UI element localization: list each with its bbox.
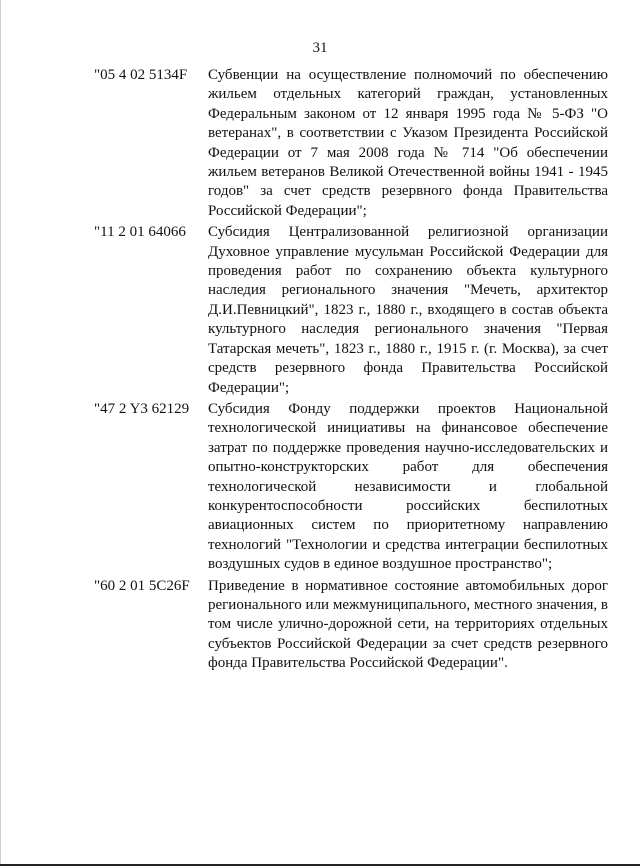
budget-code: "60 2 01 5С26F — [94, 577, 190, 594]
budget-entry — [94, 400, 608, 575]
budget-code: "47 2 Y3 62129 — [94, 400, 190, 417]
budget-code: "05 4 02 5134F — [94, 67, 188, 83]
budget-code: "11 2 01 64066 — [94, 224, 186, 241]
budget-entry — [94, 66, 608, 221]
budget-description: Субвенции на осуществление полномочий по обеспечению жильем отдельных категорий граждан, установленных Федеральным законом от 12 января 1995 года № 5-ФЗ "О ветеранах", в соответствии с Указом Президента Российской Федерации от 7 мая 2008 года № 714 "Об обеспечении жильем ветеранов Великой Отечественной войны 1941 - 1945 годов" за счет средств резервного фонда Правительства Российской Федерации"; — [208, 67, 608, 219]
budget-entries-list — [94, 66, 608, 676]
budget-description: Субсидия Централизованной религиозной организации Духовное управление мусульман Российской Федерации для проведения работ по сохранению объекта культурного наследия регионального значения "Мечеть, архитектор Д.И.Певницкий", 1823 г., 1880 г., входящего в состав объекта культурного наследия регионального значения "Первая Татарская мечеть", 1823 г., 1880 г., 1915 г. (г. Москва), за счет средств резервного фонда Правительства Российской Федерации"; — [208, 224, 608, 396]
budget-entry — [94, 577, 608, 674]
budget-entry — [94, 223, 608, 398]
budget-description: Субсидия Фонду поддержки проектов Национальной технологической инициативы на финансовое обеспечение затрат по поддержке проведения научно-исследовательских и опытно-конструкторских работ для обеспечения технологической независимости и глобальной конкурентоспособности российских беспилотных авиационных систем по приоритетному направлению технологий "Технологии и средства интеграции беспилотных воздушных судов в единое воздушное пространство"; — [208, 400, 608, 573]
page-number: 31 — [312, 40, 328, 56]
scan-edge-left — [0, 0, 1, 866]
budget-description: Приведение в нормативное состояние автомобильных дорог регионального или межмуниципального, местного значения, в том числе улично-дорожной сети, на территориях отдельных субъектов Российской Федерации за счет средств резервного фонда Правительства Российской Федерации". — [208, 577, 608, 672]
